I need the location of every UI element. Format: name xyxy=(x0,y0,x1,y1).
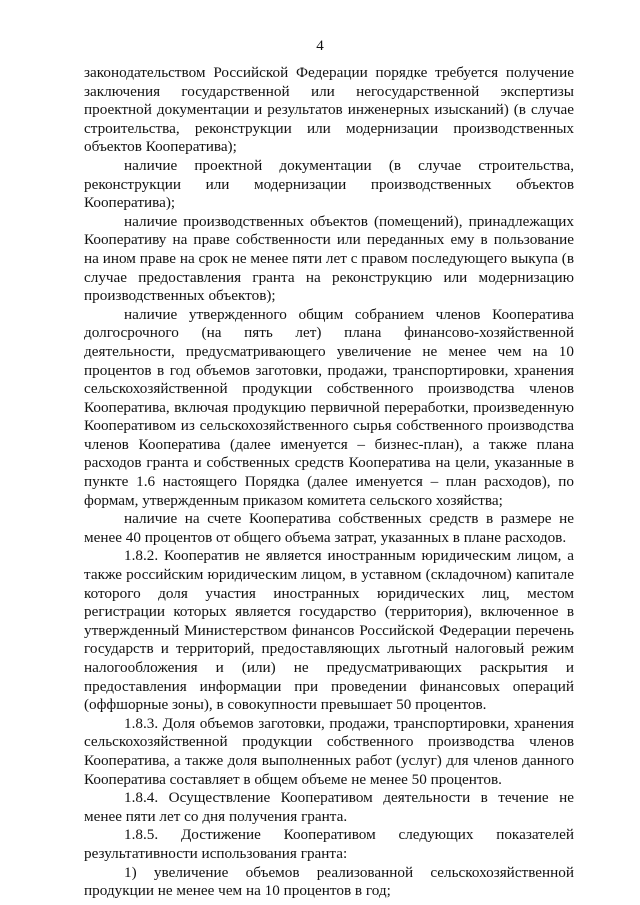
page-number: 4 xyxy=(316,38,324,54)
paragraph-business-plan: наличие утвержденного общим собранием членов Кооператива долгосрочного (на пять лет) плана финансово-хозяйственной деятельности, предусматривающего увеличение не менее чем на 10 процентов в год объемов заготовки, продажи, транспортировки, хранения сельскохозяйственной продукции собственного производства членов Кооператива, включая продукцию первичной переработки, произведенную Кооперативом из сельскохозяйственного сырья собственного производства членов Кооператива (далее именуется – бизнес-план), а также плана расходов гранта и собственных средств Кооператива на цели, указанные в пункте 1.6 настоящего Порядка (далее именуется – план расходов), по формам, утвержденным приказом комитета сельского хозяйства; xyxy=(84,305,574,509)
paragraph-1-8-4: 1.8.4. Осуществление Кооперативом деятельности в течение не менее пяти лет со дня получения гранта. xyxy=(84,789,574,825)
paragraph-indicator-1: 1) увеличение объемов реализованной сельскохозяйственной продукции не менее чем на 10 процентов в год; xyxy=(84,863,574,900)
paragraph-expertise-continuation: законодательством Российской Федерации порядке требуется получение заключения государственной или негосударственной экспертизы проектной документации и результатов инженерных изысканий) (в случае строительства, реконструкции или модернизации производственных объектов Кооператива); xyxy=(84,64,574,156)
paragraph-1-8-2: 1.8.2. Кооператив не является иностранным юридическим лицом, а также российским юридическим лицом, в уставном (складочном) капитале которого доля участия иностранных юридических лиц, местом регистрации которых является государство (территория), включенное в утвержденный Министерством финансов Российской Федерации перечень государств и территорий, предоставляющих льготный налоговый режим налогообложения и (или) не предусматривающих раскрытия и предоставления информации при проведении финансовых операций (оффшорные зоны), в совокупности превышает 50 процентов. xyxy=(84,547,574,714)
paragraph-1-8-3: 1.8.3. Доля объемов заготовки, продажи, транспортировки, хранения сельскохозяйственной продукции собственного производства членов Кооператива, а также доля выполненных работ (услуг) для членов данного Кооператива составляет в общем объеме не менее 50 процентов. xyxy=(84,714,574,788)
paragraph-project-documentation: наличие проектной документации (в случае строительства, реконструкции или модернизации производственных объектов Кооператива); xyxy=(84,156,574,212)
paragraph-own-funds: наличие на счете Кооператива собственных средств в размере не менее 40 процентов от общего объема затрат, указанных в плане расходов. xyxy=(84,510,574,546)
paragraph-production-facilities: наличие производственных объектов (помещений), принадлежащих Кооперативу на праве собственности или переданных ему в пользование на ином праве на срок не менее пяти лет с правом последующего выкупа (в случае предоставления гранта на реконструкцию или модернизацию производственных объектов); xyxy=(84,212,574,305)
document-body xyxy=(84,64,574,901)
paragraph-1-8-5: 1.8.5. Достижение Кооперативом следующих показателей результативности использования гранта: xyxy=(84,826,574,862)
